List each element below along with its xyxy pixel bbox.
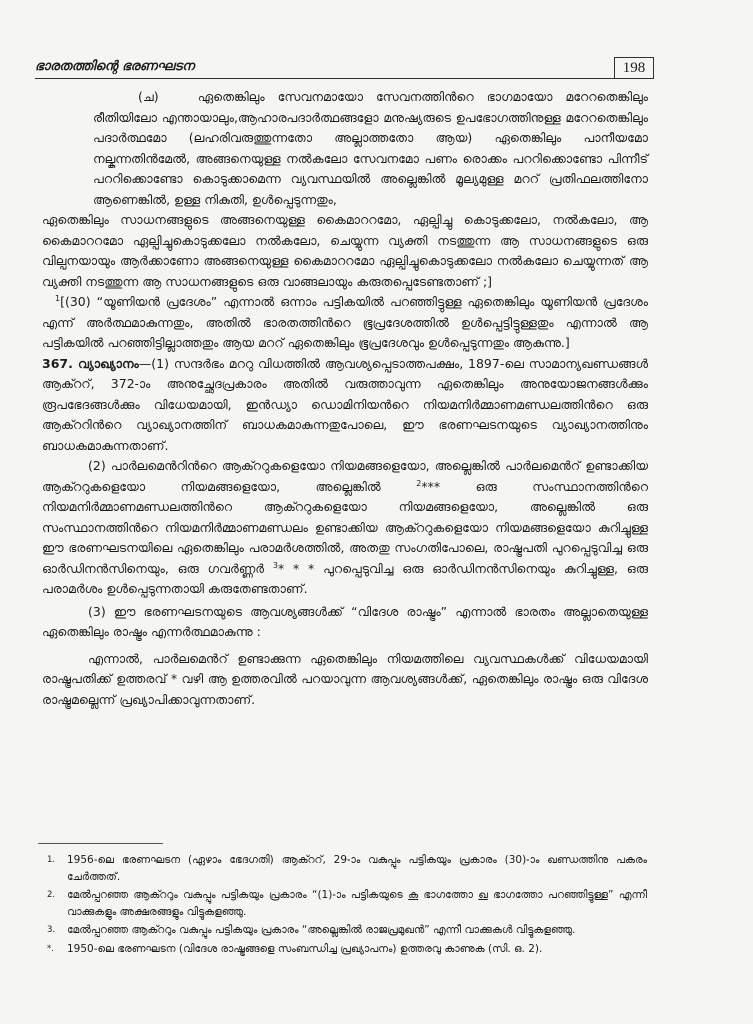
footnote-ref-1: 1 bbox=[55, 293, 61, 303]
footnote-marker: 1. bbox=[47, 855, 56, 865]
proviso-text-a: എന്നാൽ, പാർലമെൻറ് ഉണ്ടാക്കുന്ന ഏതെങ്കിലും നിയമത്തിലെ വ്യവസ്ഥകൾക്ക് വിധേയമായി രാഷ്ട്രപതിക്ക് ഉത്തരവ് bbox=[42, 650, 648, 686]
subsection-3: (3) ഈ ഭരണഘടനയുടെ ആവശ്യങ്ങൾക്ക് “വിദേശ രാഷ്ട്രം” എന്നാൽ ഭാരതം അല്ലാതെയുള്ള ഏതെങ്കിലും രാഷ്ട്രം എന്നർത്ഥമാകുന്നു : bbox=[42, 603, 648, 639]
footnote-ref-3: 3 bbox=[272, 560, 278, 570]
footnote-text: 1956-ലെ ഭരണഘടന (ഏഴാം ഭേദഗതി) ആക്ററ്, 29-ാം വകുപ്പും പട്ടികയും പ്രകാരം (30)-ാം ഖണ്ഡത്തിനു പകരം ചേർത്തത്. bbox=[67, 854, 647, 883]
sale-paragraph: ഏതെങ്കിലും സാധനങ്ങളുടെ അങ്ങനെയുള്ള കൈമാററമോ, ഏല്പിച്ചു കൊടുക്കലോ, നൽകലോ, ആ കൈമാററമോ ഏല്പിച്ചുകൊടുക്കലോ നൽകലോ, ചെയ്യുന്ന വ്യക്തി നടത്തുന്ന ആ സാധനങ്ങളുടെ ഒരു വില്പനയായും ആർക്കാണോ അങ്ങനെയുള്ള കൈമാററമോ ഏല്പിച്ചുകൊടുക്കലോ നൽകലോ ചെയ്യുന്നത് ആ വ്യക്തി നടത്തുന്ന ആ സാധനങ്ങളുടെ ഒരു വാങ്ങലായും കരുതപ്പെടേണ്ടതാണ് ;] bbox=[42, 212, 648, 289]
footnote-ref-star: * bbox=[170, 671, 178, 686]
proviso-text-b: വഴി ആ ഉത്തരവിൽ പറയാവുന്ന ആവശ്യങ്ങൾക്ക്, ഏതെങ്കിലും രാഷ്ട്രം ഒരു വിദേശ രാഷ്ട്രമല്ലെന്ന് പ്രഖ്യാപിക്കാവുന്നതാണ്. bbox=[42, 671, 649, 707]
omission-mark-3: * * * bbox=[277, 560, 324, 576]
footnote-marker: *. bbox=[47, 943, 54, 954]
footnote-text-c: ഭാഗത്തോ പറഞ്ഞിട്ടുള്ള” എന്നീ വാക്കുകളും അക്ഷരങ്ങളും വിട്ടുകളഞ്ഞു. bbox=[67, 889, 647, 918]
footnote-marker: 3. bbox=[47, 925, 56, 935]
footnote-text-a: മേൽപ്പറഞ്ഞ ആക്ററും വകുപ്പും പട്ടികയും പ്രകാരം “(1)-ാം പട്ടികയുടെ bbox=[67, 889, 409, 901]
section-367-text: —(1) സന്ദർഭം മററു വിധത്തിൽ ആവശ്യപ്പെടാത്തപക്ഷം, 1897-ലെ സാമാന്യഖണ്ഡങ്ങൾ ആക്ററ്, 372-ാം അനുച്ഛേദപ്രകാരം അതിൽ വരുത്താവുന്ന ഏതെങ്കിലും അനുയോജനങ്ങൾക്കും രൂപഭേദങ്ങൾക്കും വിധേയമായി, ഇൻഡ്യാ ഡൊമിനിയൻറെ നിയമനിർമ്മാണമണ്ഡലത്തിൻറെ ഒരു ആക്ററിൻറെ വ്യാഖ്യാനത്തിന് ബാധകമാകുന്നതുപോലെ, ഈ ഭരണഘടനയുടെ വ്യാഖ്യാനത്തിനും ബാധകമാകുന്നതാണ്. bbox=[42, 355, 649, 453]
proviso bbox=[42, 649, 648, 711]
section-367-heading: 367. വ്യാഖ്യാനം bbox=[42, 355, 139, 371]
footnote-text: മേൽപ്പറഞ്ഞ ആക്ററും വകുപ്പും പട്ടികയും പ്രകാരം “അല്ലെങ്കിൽ രാജപ്രമുഖൻ” എന്നീ വാക്കുകൾ വിട്ടുകളഞ്ഞു. bbox=[67, 924, 576, 936]
clause-30-text: [(30) “യൂണിയൻ പ്രദേശം” എന്നാൽ ഒന്നാം പട്ടികയിൽ പറഞ്ഞിട്ടുള്ള ഏതെങ്കിലും യൂണിയൻ പ്രദേശം എന്ന് അർത്ഥമാകുന്നതും, അതിൽ ഭാരതത്തിൻറെ ഭൂപ്രദേശത്തിൽ ഉൾപ്പെട്ടിട്ടുള്ളതും എന്നാൽ ആ പട്ടികയിൽ പറഞ്ഞിട്ടില്ലാത്തതും ആയ മററ് ഏതെങ്കിലും ഭൂപ്രദേശവും ഉൾപ്പെടുന്നതും ആകുന്നു.] bbox=[42, 294, 648, 350]
subsection-2-text-b: ഒരു സംസ്ഥാനത്തിൻറെ നിയമനിർമ്മാണമണ്ഡലത്തിൻറെ ആക്ററുകളെയോ നിയമങ്ങളെയോ, അല്ലെങ്കിൽ ഒരു സംസ്ഥാനത്തിൻറെ നിയമനിർമ്മാണമണ്ഡലം ഉണ്ടാക്കിയ ആക്ററുകളെയോ നിയമങ്ങളെയോ കുറിച്ചുള്ള ഈ ഭരണഘടനയിലെ ഏതെങ്കിലും പരാമർശത്തിൽ, അതതു സംഗതിപോലെ, രാഷ്ട്രപതി പുറപ്പെടുവിച്ച ഒരു ഓർഡിനൻസിനെയും, ഒരു ഗവർണ്ണർ bbox=[42, 478, 648, 576]
page-body bbox=[42, 87, 648, 710]
footnote-item bbox=[47, 887, 647, 920]
subsection-2-text-c: പുറപ്പെടുവിച്ച ഒരു ഓർഡിനൻസിനെയും കുറിച്ചുള്ള, ഒരു പരാമർശം ഉൾപ്പെടുന്നതായി കരുതേണ്ടതാണ്. bbox=[42, 560, 649, 596]
footnote-item bbox=[47, 922, 647, 939]
footnote-ref-2: 2 bbox=[416, 478, 422, 488]
section-367 bbox=[42, 354, 648, 457]
footnote-separator bbox=[38, 843, 163, 844]
subsection-2-text-a: (2) പാർലമെൻറിൻറെ ആക്ററുകളെയോ നിയമങ്ങളെയോ, അല്ലെങ്കിൽ പാർലമെൻറ് ഉണ്ടാക്കിയ ആക്ററുകളെയോ നിയമങ്ങളെയോ, അല്ലെങ്കിൽ bbox=[42, 458, 648, 494]
clause-cha-text: ഏതെങ്കിലും സേവനമായോ സേവനത്തിൻറെ ഭാഗമായോ മറേറതെങ്കിലും രീതിയിലോ എന്തായാലും,ആഹാരപദാർത്ഥങ്ങളോ മനുഷ്യരുടെ ഉപഭോഗത്തിനുള്ള മറേറതെങ്കിലും പദാർത്ഥമോ (ലഹരിവരുത്തുന്നതോ അല്ലാത്തതോ ആയ) ഏതെങ്കിലും പാനീയമോ നല്കുന്നതിൻമേൽ, അങ്ങനെയുള്ള നൽകലോ സേവനമോ പണം രൊക്കം പററിക്കൊണ്ടോ പിന്നീട് പററിക്കൊണ്ടോ കൊടുക്കാമെന്ന വ്യവസ്ഥയിൽ അല്ലെങ്കിൽ മൂല്യമുള്ള മററ് പ്രതിഫലത്തിനോ ആണെങ്കിൽ, ഉള്ള നികുതി, ഉൾപ്പെടുന്നതും, bbox=[93, 89, 649, 207]
underlined-letter-kha: ഖ bbox=[478, 889, 488, 901]
footnote-marker: 2. bbox=[47, 890, 56, 900]
footnote-text-b: ഭാഗത്തോ bbox=[418, 889, 479, 901]
underlined-letter-ka: ക bbox=[408, 889, 419, 901]
running-header-title: ഭാരതത്തിന്റെ ഭരണഘടന bbox=[35, 59, 195, 74]
footnote-text bbox=[67, 887, 647, 920]
clause-30 bbox=[42, 292, 648, 354]
footnote-text: 1950-ലെ ഭരണഘടന (വിദേശ രാഷ്ട്രങ്ങളെ സംബന്ധിച്ച പ്രഖ്യാപനം) ഉത്തരവു കാണുക (സി. ഒ. 2). bbox=[67, 942, 543, 955]
subsection-2 bbox=[42, 456, 648, 600]
footnote-item bbox=[47, 941, 647, 958]
omission-mark-2: *** bbox=[421, 478, 476, 494]
footnote-item bbox=[47, 852, 647, 885]
clause-cha-label: (ച) bbox=[138, 89, 159, 104]
header-rule bbox=[35, 78, 615, 79]
clause-cha bbox=[93, 87, 648, 210]
footnotes bbox=[47, 852, 647, 957]
page-number: 198 bbox=[614, 57, 654, 79]
